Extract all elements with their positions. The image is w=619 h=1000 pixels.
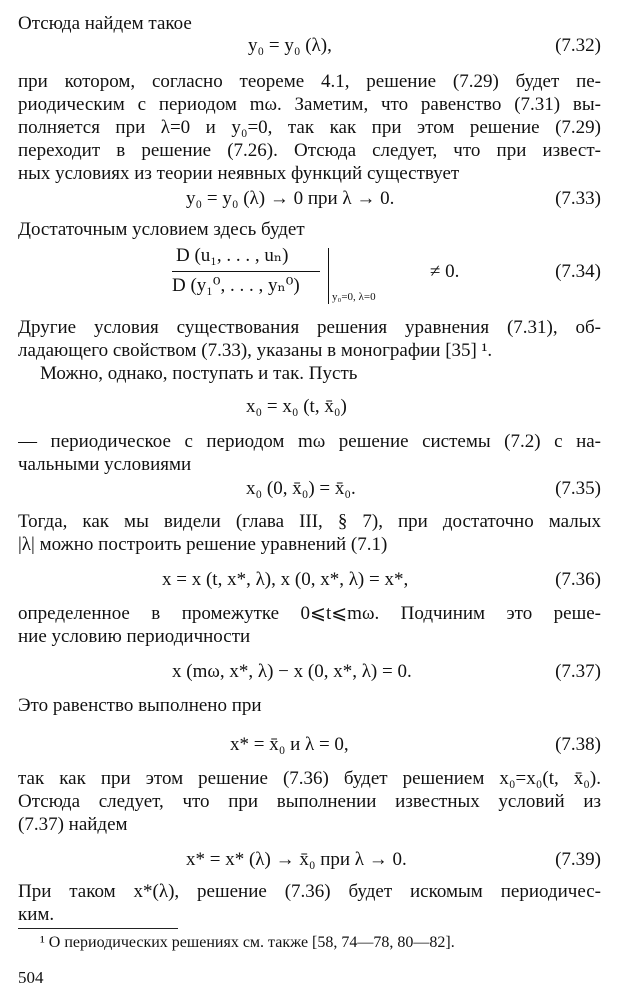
text-line: Достаточным условием здесь будет bbox=[18, 219, 305, 240]
text-line: Отсюда найдем такое bbox=[18, 13, 192, 34]
text-line: чальными условиями bbox=[18, 454, 192, 475]
equation-7-37: x (mω, x*, λ) − x (0, x*, λ) = 0. bbox=[172, 661, 412, 682]
text-line: |λ| можно построить решение уравнений (7.1) bbox=[18, 534, 388, 555]
equation-7-34 bbox=[168, 244, 458, 308]
text-line: определенное в промежутке 0⩽t⩽mω. Подчиним это реше- bbox=[18, 603, 601, 624]
equation-number: (7.36) bbox=[555, 569, 601, 590]
text-line: при котором, согласно теореме 4.1, решение (7.29) будет пе- bbox=[18, 71, 601, 92]
text-line: риодическим с периодом mω. Заметим, что равенство (7.31) вы- bbox=[18, 94, 601, 115]
equation-number: (7.34) bbox=[555, 261, 601, 282]
equation-number: (7.33) bbox=[555, 188, 601, 209]
equation-x0: x₀ = x₀ (t, x̄₀) bbox=[246, 396, 347, 417]
page-number: 504 bbox=[18, 968, 44, 987]
equation-number: (7.38) bbox=[555, 734, 601, 755]
text-line: Отсюда следует, что при выполнении известных условий из bbox=[18, 791, 601, 812]
text-line: ким. bbox=[18, 904, 55, 925]
text-line: Это равенство выполнено при bbox=[18, 695, 262, 716]
equation-number: (7.37) bbox=[555, 661, 601, 682]
equation-number: (7.35) bbox=[555, 478, 601, 499]
fraction-denominator: D (y₁⁰, . . . , yₙ⁰) bbox=[172, 275, 300, 296]
text-line: Можно, однако, поступать и так. Пусть bbox=[40, 363, 358, 384]
evaluation-subscript: y₀=0, λ=0 bbox=[332, 291, 376, 303]
equation-7-36: x = x (t, x*, λ), x (0, x*, λ) = x*, bbox=[162, 569, 409, 590]
text-line: Тогда, как мы видели (глава III, § 7), при достаточно малых bbox=[18, 511, 601, 532]
text-line: При таком x*(λ), решение (7.36) будет искомым периодичес- bbox=[18, 881, 601, 902]
equation-number: (7.32) bbox=[555, 35, 601, 56]
equation-7-33: y₀ = y₀ (λ) → 0 при λ → 0. bbox=[186, 188, 395, 209]
equation-7-32: y₀ = y₀ (λ), bbox=[248, 35, 332, 56]
fraction-numerator: D (u₁, . . . , uₙ) bbox=[176, 245, 289, 266]
text-line: ние условию периодичности bbox=[18, 626, 251, 647]
text-line: ладающего свойством (7.33), указаны в монографии [35] ¹. bbox=[18, 340, 493, 361]
evaluation-bar bbox=[328, 248, 329, 304]
text-line: ных условиях из теории неявных функций существует bbox=[18, 163, 460, 184]
equation-7-39: x* = x* (λ) → x̄₀ при λ → 0. bbox=[186, 849, 407, 870]
text-line: переходит в решение (7.26). Отсюда следует, что при извест- bbox=[18, 140, 601, 161]
text-line: — периодическое с периодом mω решение системы (7.2) с на- bbox=[18, 431, 601, 452]
equation-7-35: x₀ (0, x̄₀) = x̄₀. bbox=[246, 478, 356, 499]
text-line: (7.37) найдем bbox=[18, 814, 128, 835]
not-equal-zero: ≠ 0. bbox=[430, 261, 460, 282]
text-line: Другие условия существования решения уравнения (7.31), об- bbox=[18, 317, 601, 338]
equation-number: (7.39) bbox=[555, 849, 601, 870]
text-line: так как при этом решение (7.36) будет решением x₀=x₀(t, x̄₀). bbox=[18, 768, 601, 789]
fraction-bar bbox=[172, 271, 320, 272]
footnote: ¹ О периодических решениях см. также [58, 74—78, 80—82]. bbox=[40, 934, 455, 951]
text-line: полняется при λ=0 и y₀=0, так как при этом решение (7.29) bbox=[18, 117, 601, 138]
footnote-divider bbox=[18, 928, 178, 929]
equation-7-38: x* = x̄₀ и λ = 0, bbox=[230, 734, 349, 755]
